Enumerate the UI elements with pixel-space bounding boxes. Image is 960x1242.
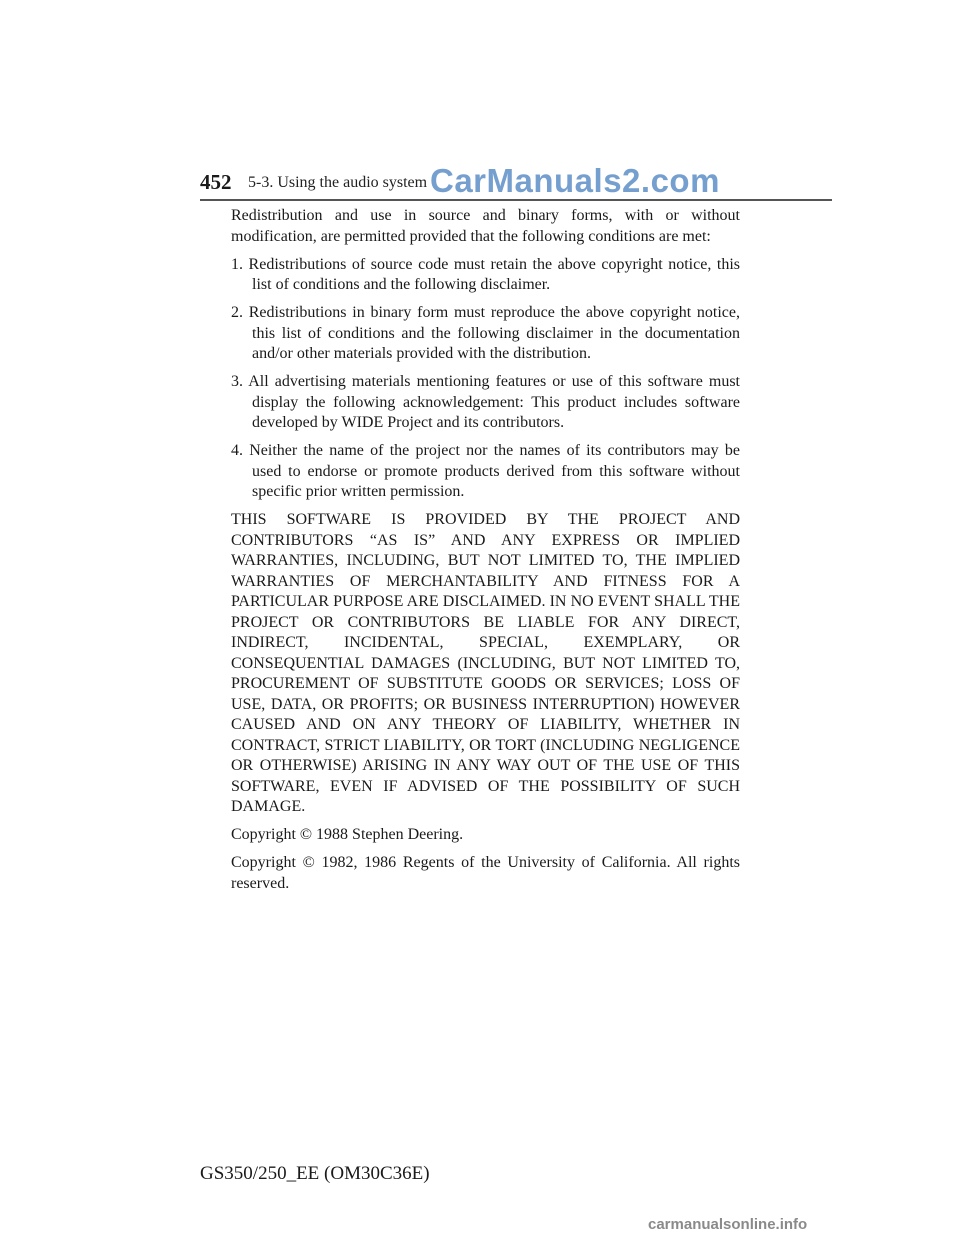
footer-logo: carmanualsonline.info	[648, 1216, 808, 1233]
list-item: 2. Redistributions in binary form must reproduce the above copyright notice, this list of conditions and the following disclaimer in the documentation and/or other materials provided with the distribution.	[231, 304, 740, 362]
section-title: 5-3. Using the audio system	[248, 174, 428, 191]
copyright-line: Copyright © 1988 Stephen Deering.	[231, 826, 464, 843]
page-number: 452	[200, 170, 232, 194]
footer-model: GS350/250_EE (OM30C36E)	[200, 1163, 430, 1184]
disclaimer-paragraph: THIS SOFTWARE IS PROVIDED BY THE PROJECT AND CONTRIBUTORS “AS IS” AND ANY EXPRESS OR IMPLIED WARRANTIES, INCLUDING, BUT NOT LIMITED TO, THE IMPLIED WARRANTIES OF MERCHANTABILITY AND FITNESS FOR A PARTICULAR PURPOSE ARE DISCLAIMED. IN NO EVENT SHALL THE PROJECT OR CONTRIBUTORS BE LIABLE FOR ANY DIRECT, INDIRECT, INCIDENTAL, SPECIAL, EXEMPLARY, OR CONSEQUENTIAL DAMAGES (INCLUDING, BUT NOT LIMITED TO, PROCUREMENT OF SUBSTITUTE GOODS OR SERVICES; LOSS OF USE, DATA, OR PROFITS; OR BUSINESS INTERRUPTION) HOWEVER CAUSED AND ON ANY THEORY OF LIABILITY, WHETHER IN CONTRACT, STRICT LIABILITY, OR TORT (INCLUDING NEGLIGENCE OR OTHERWISE) ARISING IN ANY WAY OUT OF THE USE OF THIS SOFTWARE, EVEN IF ADVISED OF THE POSSIBILITY OF SUCH DAMAGE.	[231, 511, 740, 815]
list-item: 3. All advertising materials mentioning features or use of this software must display the following acknowledgement: This product includes software developed by WIDE Project and its contributors.	[231, 373, 740, 431]
copyright-line: Copyright © 1982, 1986 Regents of the University of California. All rights reserved.	[231, 854, 740, 892]
list-item: 1. Redistributions of source code must retain the above copyright notice, this list of conditions and the following disclaimer.	[231, 255, 740, 293]
document-body	[231, 206, 740, 902]
watermark-logo: CarManuals2.com	[430, 162, 720, 199]
conditions-list	[231, 255, 740, 503]
intro-paragraph: Redistribution and use in source and binary forms, with or without modification, are permitted provided that the following conditions are met:	[231, 207, 740, 245]
header-rule	[200, 199, 832, 201]
list-item: 4. Neither the name of the project nor the names of its contributors may be used to endorse or promote products derived from this software without specific prior written permission.	[231, 442, 740, 500]
